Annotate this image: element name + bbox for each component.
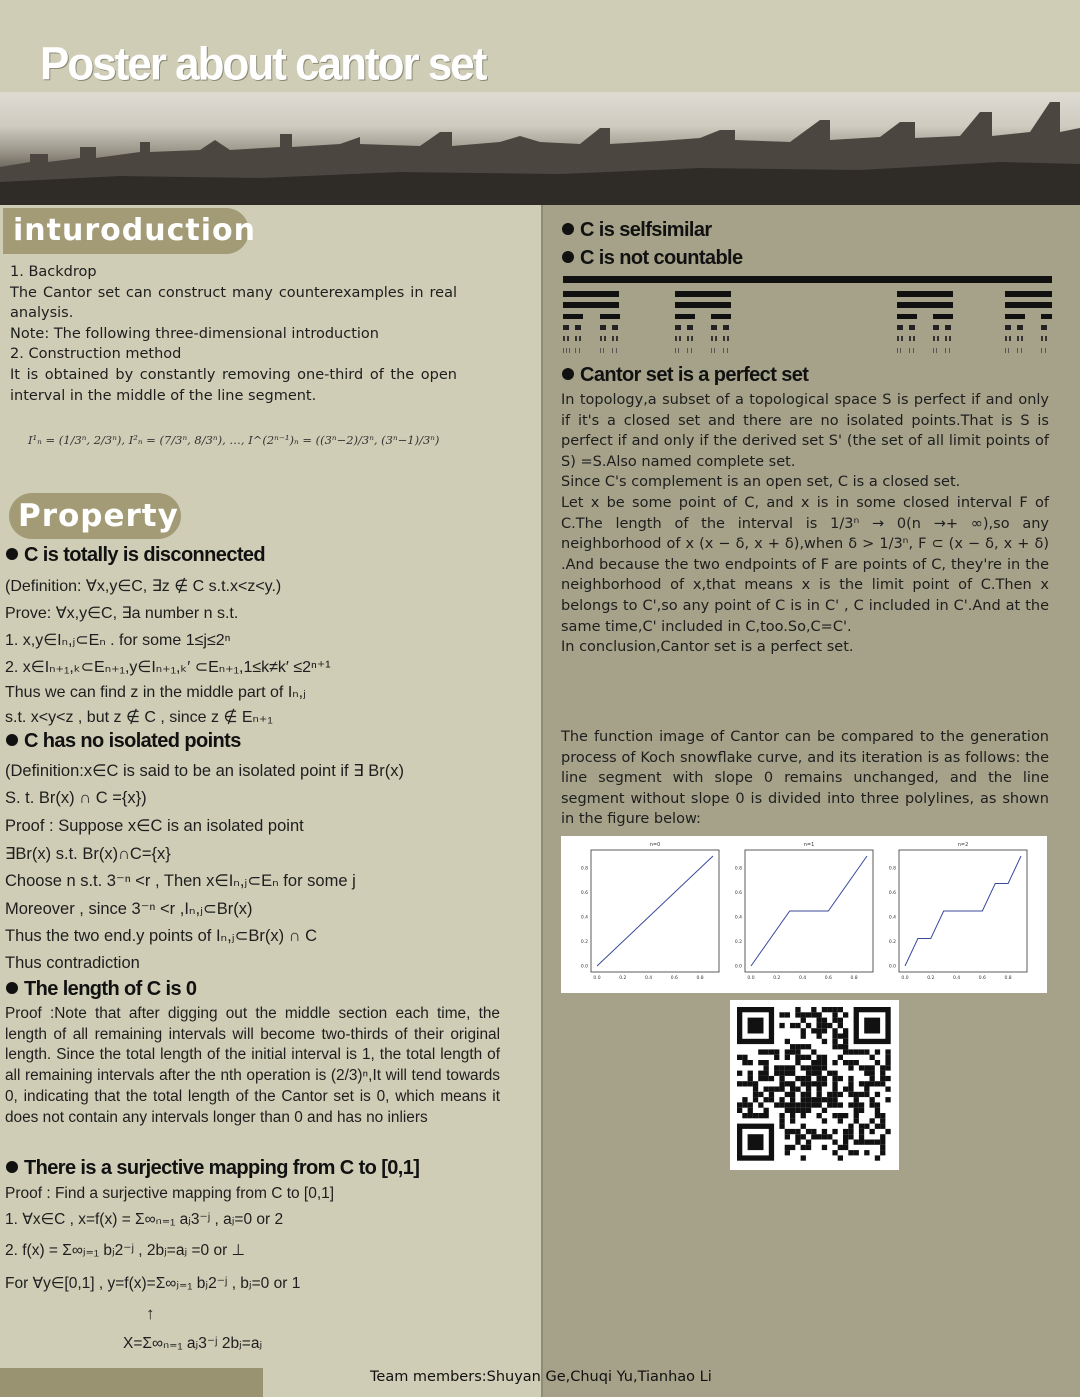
introduction-text bbox=[10, 262, 457, 406]
isolated-line: Proof : Suppose x∈C is an isolated point bbox=[5, 817, 304, 835]
intro-line: 1. Backdrop bbox=[10, 264, 97, 280]
surjective-heading bbox=[6, 1157, 419, 1180]
y-tick-label: 0.6 bbox=[580, 891, 588, 897]
surjective-line: Proof : Find a surjective mapping from C to [0,1] bbox=[5, 1185, 335, 1202]
cantor-function-line bbox=[905, 856, 1021, 966]
x-tick-label: 0.4 bbox=[952, 976, 961, 981]
y-tick-label: 0.6 bbox=[888, 891, 896, 897]
intro-line: Note: The following three-dimensional introduction bbox=[10, 325, 379, 342]
plot-panel-2 bbox=[889, 842, 1027, 981]
bullet-icon bbox=[6, 734, 18, 746]
surjective-line: 2. f(x) = Σ∞ⱼ₌₁ bⱼ2⁻ʲ , 2bⱼ=aⱼ =0 or ⊥ bbox=[5, 1242, 246, 1259]
y-tick-label: 0.6 bbox=[734, 891, 742, 897]
isolated-heading bbox=[6, 730, 241, 753]
footer-accent-bar bbox=[0, 1368, 263, 1397]
x-tick-label: 0.0 bbox=[593, 976, 601, 981]
perfect-paragraph: In topology,a subset of a topological space S is perfect if and only if it's a closed set and there are no isolated points.That is S is perfect if and only if the derived set S' (the set of all limit points of S) =S.Also named complete set. bbox=[561, 392, 1049, 470]
length-proof: Proof :Note that after digging out the middle section each time, the length of all remaining intervals will become two-thirds of their original length. Since the total length of the initial interval is 1, the total length of all remaining intervals after the nth operation is (2/3)ⁿ,It will tend towards 0, indicating that the total length of the Cantor set is 0, which means it does not contain any intervals longer than 0 and has no inliers bbox=[5, 1005, 500, 1126]
y-tick-label: 0.0 bbox=[888, 964, 896, 970]
isolated-line: S. t. Br(x) ∩ C ={x}) bbox=[5, 789, 147, 807]
x-tick-label: 0.0 bbox=[901, 976, 909, 981]
cantor-function-line bbox=[597, 856, 713, 966]
perfect-paragraph: Let x be some point of C, and x is in some closed interval F of C.The length of the interval is 1/3ⁿ → 0(n →+ ∞),so any neighborhood of x (x − δ, x + δ),when δ > 1/3ⁿ, F ⊂ (x − δ, x + δ) .And because the two endpoints of F are points of C, they're in the neighborhood of x,that means x is the limit point of C.Then x belongs to C',so any point of C is in C' , C included in C'.And at the same time,C' included in C,too.So,C=C'. bbox=[561, 494, 1049, 635]
x-tick-label: 0.6 bbox=[824, 976, 832, 981]
introduction-heading: inturoduction bbox=[3, 208, 249, 254]
cantor-construction-diagram bbox=[561, 274, 1054, 360]
heading-text: C is not countable bbox=[580, 247, 743, 269]
bullet-icon bbox=[562, 368, 574, 380]
isolated-line: (Definition:x∈C is said to be an isolated point if ∃ Br(x) bbox=[5, 762, 404, 780]
x-tick-label: 0.6 bbox=[978, 976, 986, 981]
heading-text: C has no isolated points bbox=[24, 730, 241, 752]
bullet-icon bbox=[562, 251, 574, 263]
cantor-function-plots bbox=[561, 836, 1047, 993]
plot-title: n=1 bbox=[803, 842, 815, 848]
qr-code-image bbox=[730, 1000, 899, 1170]
bullet-icon bbox=[6, 548, 18, 560]
isolated-line: Choose n s.t. 3⁻ⁿ <r , Then x∈Iₙ,ⱼ⊂Eₙ for some j bbox=[5, 872, 356, 890]
bullet-icon bbox=[6, 982, 18, 994]
disconnected-line: Thus we can find z in the middle part of Iₙ,ⱼ bbox=[5, 684, 306, 701]
cantor-function-line bbox=[751, 856, 867, 966]
y-tick-label: 0.2 bbox=[734, 940, 742, 946]
x-tick-label: 0.2 bbox=[619, 976, 627, 981]
up-arrow: ↑ bbox=[146, 1304, 155, 1323]
y-tick-label: 0.4 bbox=[580, 915, 588, 921]
perfect-paragraph: Since C's complement is an open set, C is a closed set. bbox=[561, 474, 961, 491]
x-tick-label: 0.2 bbox=[773, 976, 781, 981]
disconnected-line: 1. x,y∈Iₙ,ⱼ⊂Eₙ . for some 1≤j≤2ⁿ bbox=[5, 632, 231, 649]
y-tick-label: 0.4 bbox=[888, 915, 896, 921]
plot-panel-0 bbox=[581, 842, 719, 981]
not-countable-bullet bbox=[562, 247, 743, 270]
y-tick-label: 0.8 bbox=[580, 866, 588, 872]
koch-comparison-text: The function image of Cantor can be compared to the generation process of Koch snowflake curve, and its iteration is as follows: the line segment with slope 0 remains unchanged, and the line segment without slope 0 is divided into three polylines, as shown in the figure below: bbox=[561, 729, 1049, 828]
x-tick-label: 0.4 bbox=[644, 976, 653, 981]
qr-finder-pattern bbox=[748, 1134, 764, 1150]
length-heading bbox=[6, 978, 196, 1001]
surjective-line: For ∀y∈[0,1] , y=f(x)=Σ∞ⱼ₌₁ bⱼ2⁻ʲ , bⱼ=0 or 1 bbox=[5, 1275, 301, 1292]
x-tick-label: 0.8 bbox=[850, 976, 858, 981]
qr-finder-pattern bbox=[864, 1018, 880, 1034]
surjective-line: X=Σ∞ₙ₌₁ aⱼ3⁻ʲ 2bⱼ=aⱼ bbox=[123, 1335, 263, 1352]
surjective-line: 1. ∀x∈C , x=f(x) = Σ∞ₙ₌₁ aⱼ3⁻ʲ , aⱼ=0 or 2 bbox=[5, 1211, 284, 1228]
plot-title: n=2 bbox=[957, 842, 969, 848]
heading-text: Cantor set is a perfect set bbox=[580, 364, 809, 386]
column-divider bbox=[541, 205, 543, 1397]
isolated-line: ∃Br(x) s.t. Br(x)∩C={x} bbox=[5, 845, 171, 863]
x-tick-label: 0.8 bbox=[696, 976, 704, 981]
isolated-line: Thus contradiction bbox=[5, 954, 140, 972]
y-tick-label: 0.8 bbox=[734, 866, 742, 872]
qr-finder-pattern bbox=[748, 1018, 764, 1034]
isolated-line: Thus the two end.y points of Iₙ,ⱼ⊂Br(x) ∩ C bbox=[5, 927, 318, 945]
plots-svg bbox=[561, 836, 1047, 993]
y-tick-label: 0.0 bbox=[734, 964, 742, 970]
poster-title: Poster about cantor set bbox=[40, 38, 486, 91]
y-tick-label: 0.2 bbox=[888, 940, 896, 946]
x-tick-label: 0.8 bbox=[1004, 976, 1012, 981]
qr-code[interactable] bbox=[730, 1000, 899, 1170]
perfect-set-text bbox=[561, 390, 1049, 658]
intro-line: The Cantor set can construct many counterexamples in real analysis. bbox=[10, 284, 457, 322]
perfect-set-heading bbox=[562, 364, 808, 387]
intro-line: 2. Construction method bbox=[10, 346, 182, 363]
interval-formula: I¹ₙ = (1/3ⁿ, 2/3ⁿ), I²ₙ = (7/3ⁿ, 8/3ⁿ), …, I^(2ⁿ⁻¹)ₙ = ((3ⁿ−2)/3ⁿ, (3ⁿ−1)/3ⁿ) bbox=[28, 433, 440, 447]
disconnected-line: Prove: ∀x,y∈C, ∃a number n s.t. bbox=[5, 605, 239, 622]
x-tick-label: 0.4 bbox=[798, 976, 807, 981]
selfsimilar-bullet bbox=[562, 219, 712, 242]
disconnected-heading bbox=[6, 544, 265, 567]
disconnected-line: s.t. x<y<z , but z ∉ C , since z ∉ Eₙ₊₁ bbox=[5, 709, 273, 726]
plot-panel-1 bbox=[735, 842, 873, 981]
plot-title: n=0 bbox=[649, 842, 661, 848]
bullet-icon bbox=[6, 1161, 18, 1173]
perfect-paragraph: In conclusion,Cantor set is a perfect set. bbox=[561, 639, 854, 656]
heading-text: The length of C is 0 bbox=[24, 978, 197, 1000]
heading-text: C is totally is disconnected bbox=[24, 544, 266, 566]
team-members: Team members:Shuyan Ge,Chuqi Yu,Tianhao Li bbox=[370, 1369, 712, 1385]
disconnected-line: 2. x∈Iₙ₊₁,ₖ⊂Eₙ₊₁,y∈Iₙ₊₁,ₖ′ ⊂Eₙ₊₁,1≤k≠k′ ≤2ⁿ⁺¹ bbox=[5, 659, 331, 676]
y-tick-label: 0.4 bbox=[734, 915, 742, 921]
isolated-line: Moreover , since 3⁻ⁿ <r ,Iₙ,ⱼ⊂Br(x) bbox=[5, 900, 253, 918]
y-tick-label: 0.0 bbox=[580, 964, 588, 970]
city-skyline bbox=[0, 92, 1080, 205]
heading-text: C is selfsimilar bbox=[580, 219, 712, 241]
y-tick-label: 0.8 bbox=[888, 866, 896, 872]
city-banner-image bbox=[0, 92, 1080, 205]
intro-line: It is obtained by constantly removing one-third of the open interval in the middle of the line segment. bbox=[10, 366, 457, 404]
property-heading: Property bbox=[9, 493, 181, 539]
x-tick-label: 0.6 bbox=[670, 976, 678, 981]
x-tick-label: 0.2 bbox=[927, 976, 935, 981]
disconnected-line: (Definition: ∀x,y∈C, ∃z ∉ C s.t.x<z<y.) bbox=[5, 578, 282, 595]
bullet-icon bbox=[562, 223, 574, 235]
x-tick-label: 0.0 bbox=[747, 976, 755, 981]
heading-text: There is a surjective mapping from C to [0,1] bbox=[24, 1157, 420, 1179]
y-tick-label: 0.2 bbox=[580, 940, 588, 946]
